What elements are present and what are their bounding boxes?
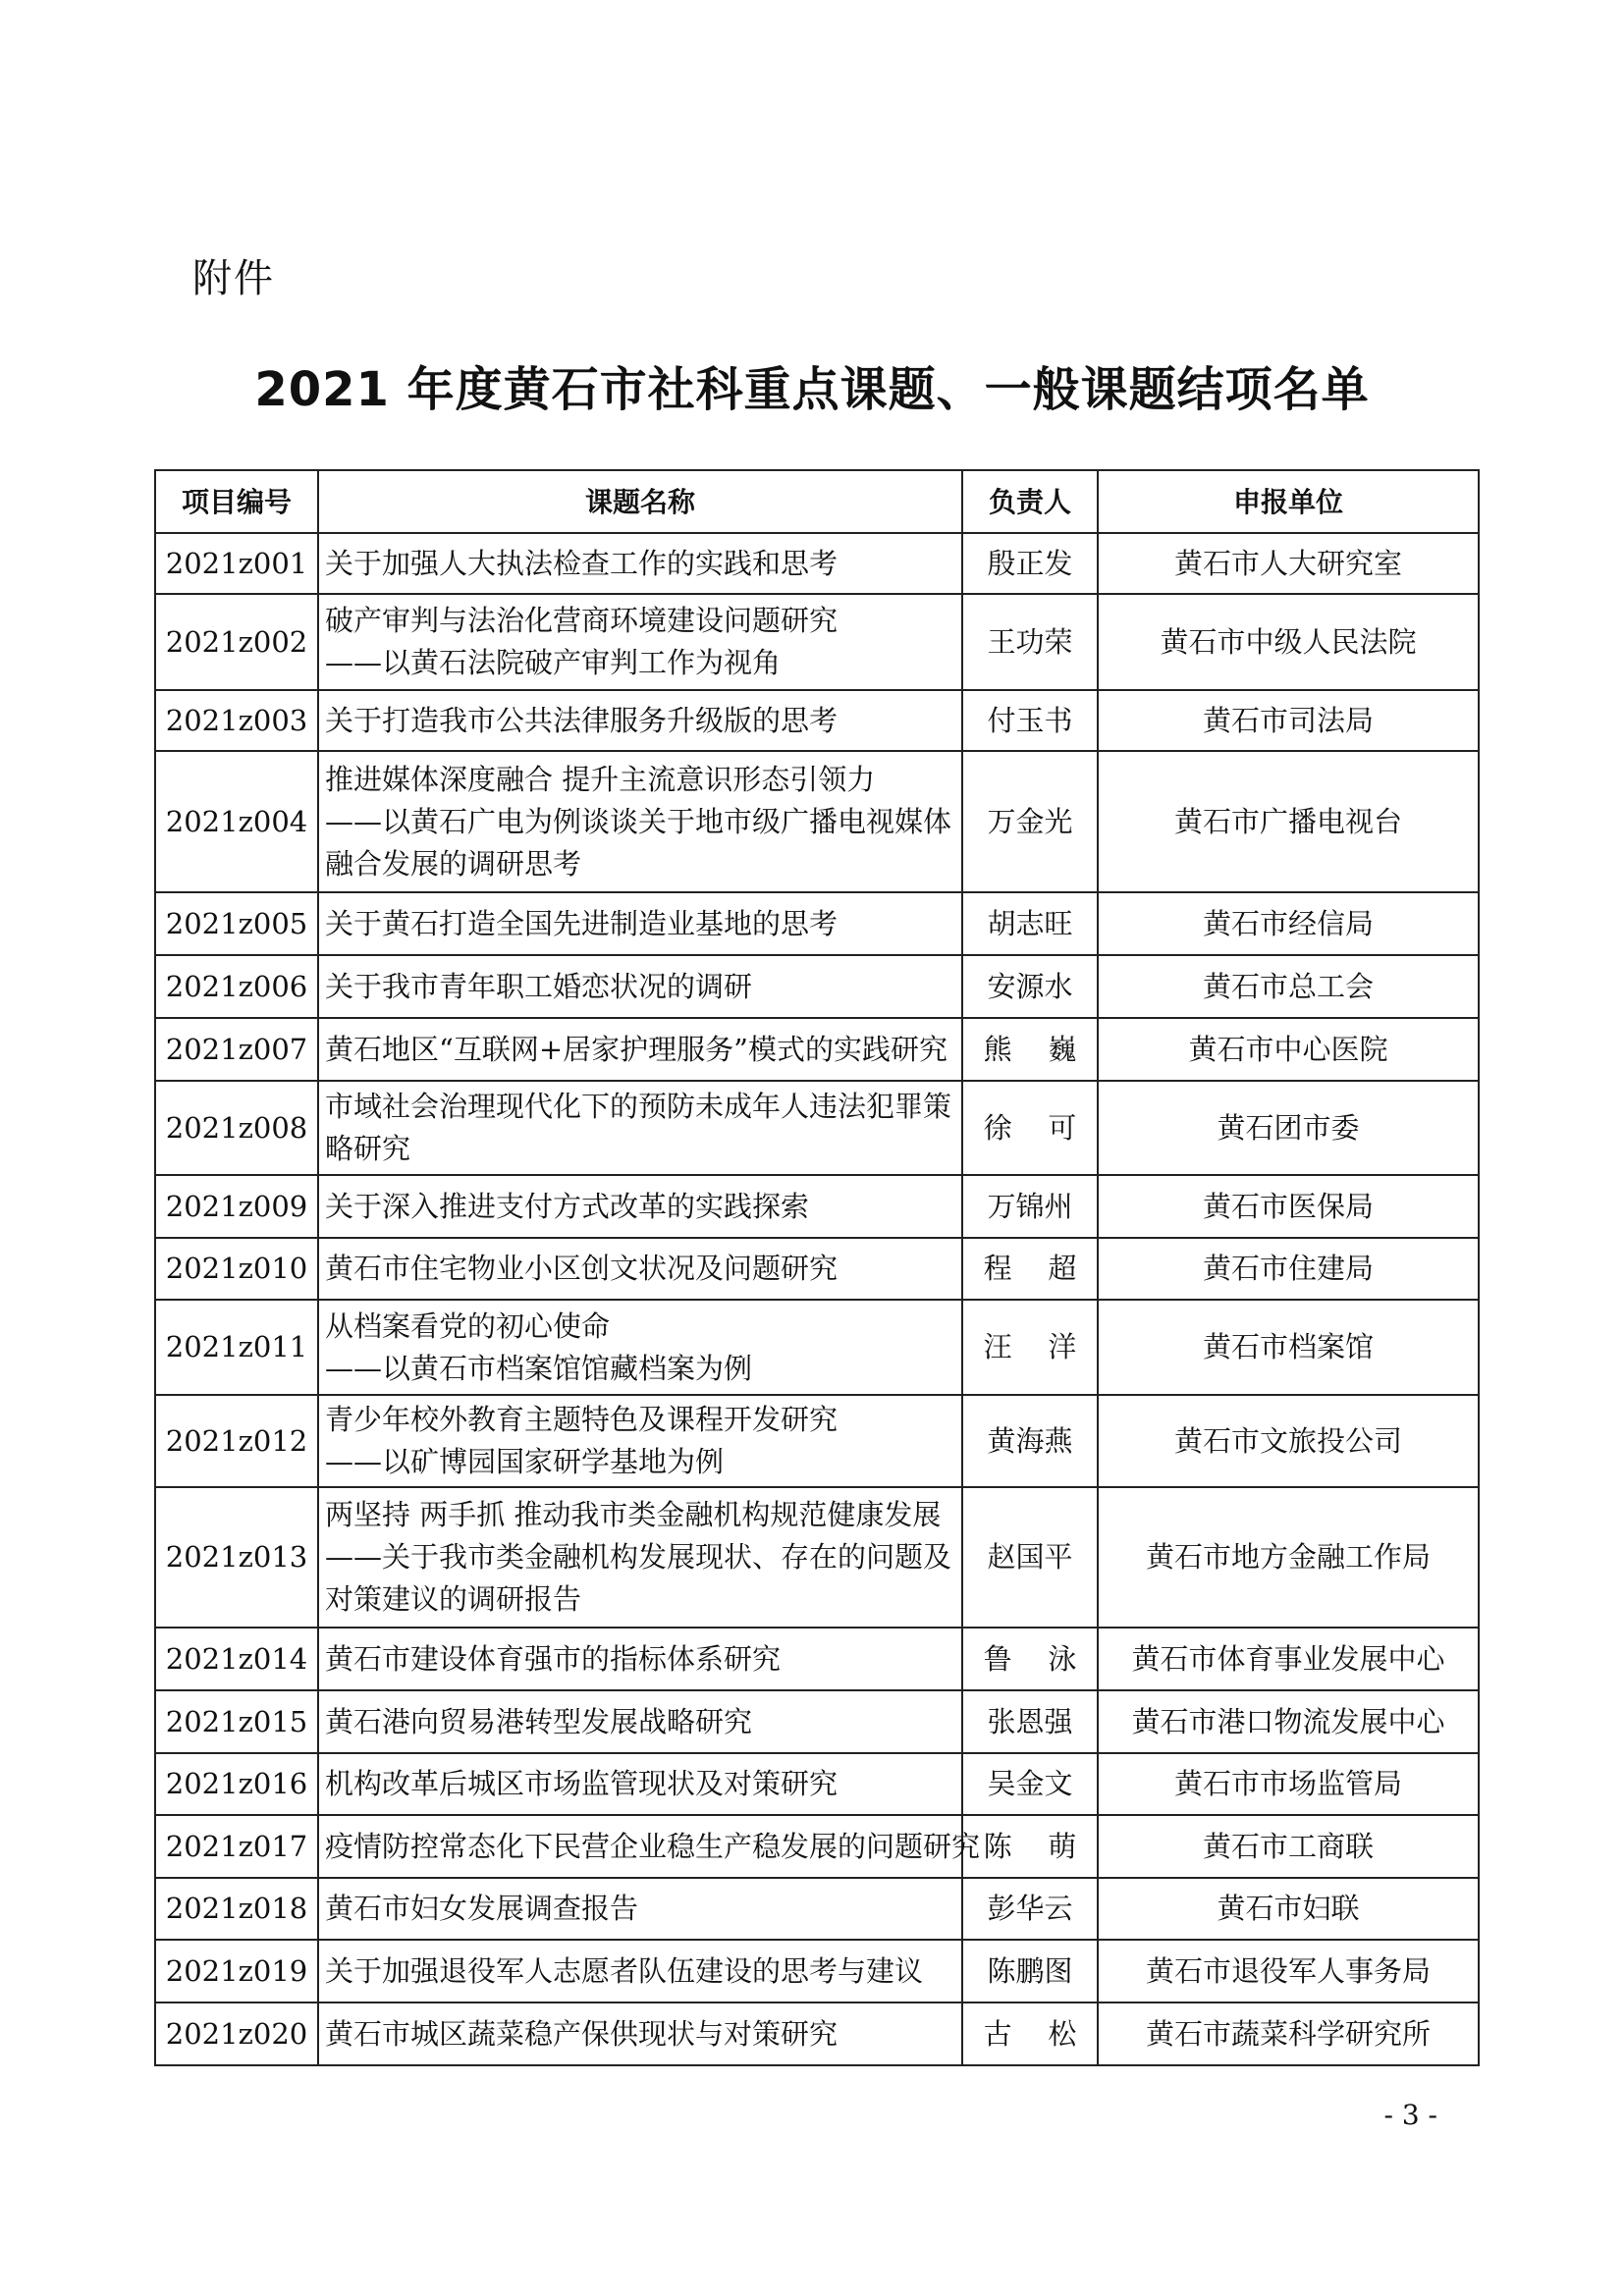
table-row <box>155 892 1479 955</box>
topic-cell <box>318 1081 962 1175</box>
person-cell: 王功荣 <box>962 594 1098 690</box>
document-title: 2021 年度黄石市社科重点课题、一般课题结项名单 <box>254 362 1370 417</box>
topic-cell <box>318 1815 981 1878</box>
project-code-cell: 2021z011 <box>155 1300 318 1395</box>
project-code-cell: 2021z002 <box>155 594 318 690</box>
table-row <box>155 1018 1479 1081</box>
topic-cell <box>318 1628 962 1690</box>
topic-line: 关于我市青年职工婚恋状况的调研 <box>325 969 753 1003</box>
column-header-unit: 申报单位 <box>1098 470 1479 533</box>
unit-cell: 黄石团市委 <box>1098 1081 1479 1175</box>
person-cell: 殷正发 <box>962 533 1098 594</box>
topic-line: 关于加强退役军人志愿者队伍建设的思考与建议 <box>325 1953 924 1988</box>
person-cell: 陈鹏图 <box>962 1940 1098 2002</box>
table-row <box>155 1487 1479 1628</box>
topic-line: 黄石港向贸易港转型发展战略研究 <box>325 1704 753 1738</box>
table-row <box>155 1395 1479 1487</box>
unit-cell: 黄石市市场监管局 <box>1098 1753 1479 1815</box>
project-code-cell: 2021z010 <box>155 1238 318 1300</box>
table-row <box>155 1628 1479 1690</box>
column-header-code: 项目编号 <box>155 470 318 533</box>
person-cell: 熊 巍 <box>962 1018 1098 1081</box>
topic-line: 关于黄石打造全国先进制造业基地的思考 <box>325 906 839 940</box>
page-number: - 3 - <box>1383 2099 1437 2131</box>
unit-cell: 黄石市蔬菜科学研究所 <box>1098 2002 1479 2065</box>
table-row <box>155 955 1479 1018</box>
table-row <box>155 2002 1479 2065</box>
person-cell: 徐 可 <box>962 1081 1098 1175</box>
unit-cell: 黄石市人大研究室 <box>1098 533 1479 594</box>
unit-cell: 黄石市地方金融工作局 <box>1098 1487 1479 1628</box>
table-row <box>155 1878 1479 1940</box>
topic-cell <box>318 1690 962 1753</box>
topic-cell <box>318 1878 962 1940</box>
project-code-cell: 2021z014 <box>155 1628 318 1690</box>
topic-line: 黄石市城区蔬菜稳产保供现状与对策研究 <box>325 2016 839 2051</box>
topic-line: 关于打造我市公共法律服务升级版的思考 <box>325 703 839 737</box>
topic-cell <box>318 1238 962 1300</box>
topic-cell <box>318 892 962 955</box>
topic-line: 黄石市妇女发展调查报告 <box>325 1892 639 1925</box>
project-code-cell: 2021z005 <box>155 892 318 955</box>
topic-cell <box>318 1940 962 2002</box>
unit-cell: 黄石市住建局 <box>1098 1238 1479 1300</box>
unit-cell: 黄石市经信局 <box>1098 892 1479 955</box>
project-code-cell: 2021z007 <box>155 1018 318 1081</box>
project-code-cell: 2021z016 <box>155 1753 318 1815</box>
person-cell: 赵国平 <box>962 1487 1098 1628</box>
project-code-cell: 2021z009 <box>155 1175 318 1238</box>
table-row <box>155 1753 1479 1815</box>
topic-cell <box>318 1300 962 1395</box>
topic-line: 市域社会治理现代化下的预防未成年人违法犯罪策 <box>325 1090 952 1123</box>
person-cell: 汪 洋 <box>962 1300 1098 1395</box>
unit-cell: 黄石市中心医院 <box>1098 1018 1479 1081</box>
attachment-label: 附件 <box>192 256 275 301</box>
topic-line: 两坚持 两手抓 推动我市类金融机构规范健康发展 <box>325 1498 942 1531</box>
unit-cell: 黄石市广播电视台 <box>1098 751 1479 892</box>
project-code-cell: 2021z006 <box>155 955 318 1018</box>
project-code-cell: 2021z003 <box>155 690 318 751</box>
project-code-cell: 2021z020 <box>155 2002 318 2065</box>
person-cell: 付玉书 <box>962 690 1098 751</box>
topic-line: 破产审判与法治化营商环境建设问题研究 <box>325 604 839 637</box>
table-body <box>155 533 1479 2065</box>
project-code-cell: 2021z015 <box>155 1690 318 1753</box>
topic-cell <box>318 1753 962 1815</box>
table-row <box>155 533 1479 594</box>
topic-line: ——以矿博园国家研学基地为例 <box>325 1445 725 1478</box>
person-cell: 程 超 <box>962 1238 1098 1300</box>
person-cell: 吴金文 <box>962 1753 1098 1815</box>
column-header-topic: 课题名称 <box>318 470 962 533</box>
unit-cell: 黄石市总工会 <box>1098 955 1479 1018</box>
person-cell: 彭华云 <box>962 1878 1098 1940</box>
topic-cell <box>318 533 962 594</box>
topic-line: 从档案看党的初心使命 <box>325 1308 611 1343</box>
topic-line: 黄石市住宅物业小区创文状况及问题研究 <box>325 1252 839 1285</box>
project-table <box>154 469 1480 2066</box>
table-row <box>155 1690 1479 1753</box>
project-code-cell: 2021z001 <box>155 533 318 594</box>
topic-cell <box>318 1175 962 1238</box>
project-code-cell: 2021z018 <box>155 1878 318 1940</box>
topic-line: 疫情防控常态化下民营企业稳生产稳发展的问题研究 <box>325 1829 981 1863</box>
table-row <box>155 1238 1479 1300</box>
table-row <box>155 751 1479 892</box>
unit-cell: 黄石市退役军人事务局 <box>1098 1940 1479 2002</box>
topic-cell <box>318 1018 962 1081</box>
unit-cell: 黄石市中级人民法院 <box>1098 594 1479 690</box>
topic-line: 对策建议的调研报告 <box>325 1582 582 1616</box>
project-code-cell: 2021z019 <box>155 1940 318 2002</box>
unit-cell: 黄石市工商联 <box>1098 1815 1479 1878</box>
topic-line: 略研究 <box>325 1132 411 1165</box>
unit-cell: 黄石市文旅投公司 <box>1098 1395 1479 1487</box>
table-row <box>155 1175 1479 1238</box>
topic-cell <box>318 751 962 892</box>
topic-line: ——以黄石法院破产审判工作为视角 <box>325 646 782 679</box>
unit-cell: 黄石市港口物流发展中心 <box>1098 1690 1479 1753</box>
table-row <box>155 1081 1479 1175</box>
table-row <box>155 1815 1479 1878</box>
person-cell: 鲁 泳 <box>962 1628 1098 1690</box>
topic-line: 黄石市建设体育强市的指标体系研究 <box>325 1641 782 1676</box>
topic-cell <box>318 1487 962 1628</box>
person-cell: 万锦州 <box>962 1175 1098 1238</box>
column-header-person: 负责人 <box>962 470 1098 533</box>
topic-line: 关于深入推进支付方式改革的实践探索 <box>325 1189 810 1223</box>
unit-cell: 黄石市司法局 <box>1098 690 1479 751</box>
person-cell: 古 松 <box>962 2002 1098 2065</box>
topic-cell <box>318 2002 962 2065</box>
project-code-cell: 2021z012 <box>155 1395 318 1487</box>
topic-line: 关于加强人大执法检查工作的实践和思考 <box>325 546 839 580</box>
person-cell: 黄海燕 <box>962 1395 1098 1487</box>
person-cell: 胡志旺 <box>962 892 1098 955</box>
topic-cell <box>318 955 962 1018</box>
unit-cell: 黄石市妇联 <box>1098 1878 1479 1940</box>
table-header-row <box>155 470 1479 533</box>
topic-line: ——关于我市类金融机构发展现状、存在的问题及 <box>325 1540 952 1574</box>
table-row <box>155 1940 1479 2002</box>
topic-line: 机构改革后城区市场监管现状及对策研究 <box>325 1767 839 1800</box>
topic-line: 青少年校外教育主题特色及课程开发研究 <box>325 1403 839 1436</box>
topic-cell <box>318 1395 962 1487</box>
project-code-cell: 2021z004 <box>155 751 318 892</box>
project-code-cell: 2021z017 <box>155 1815 318 1878</box>
unit-cell: 黄石市体育事业发展中心 <box>1098 1628 1479 1690</box>
unit-cell: 黄石市医保局 <box>1098 1175 1479 1238</box>
table-row <box>155 594 1479 690</box>
topic-line: 黄石地区“互联网+居家护理服务”模式的实践研究 <box>325 1032 947 1066</box>
person-cell: 安源水 <box>962 955 1098 1018</box>
unit-cell: 黄石市档案馆 <box>1098 1300 1479 1395</box>
topic-cell <box>318 594 962 690</box>
topic-line: 融合发展的调研思考 <box>325 846 582 881</box>
topic-line: 推进媒体深度融合 提升主流意识形态引领力 <box>325 762 876 796</box>
person-cell: 张恩强 <box>962 1690 1098 1753</box>
person-cell: 陈 萌 <box>962 1815 1098 1878</box>
topic-line: ——以黄石市档案馆馆藏档案为例 <box>325 1351 753 1385</box>
table-row <box>155 1300 1479 1395</box>
table-row <box>155 690 1479 751</box>
project-code-cell: 2021z013 <box>155 1487 318 1628</box>
topic-line: ——以黄石广电为例谈谈关于地市级广播电视媒体 <box>325 804 952 838</box>
topic-cell <box>318 690 962 751</box>
person-cell: 万金光 <box>962 751 1098 892</box>
project-code-cell: 2021z008 <box>155 1081 318 1175</box>
